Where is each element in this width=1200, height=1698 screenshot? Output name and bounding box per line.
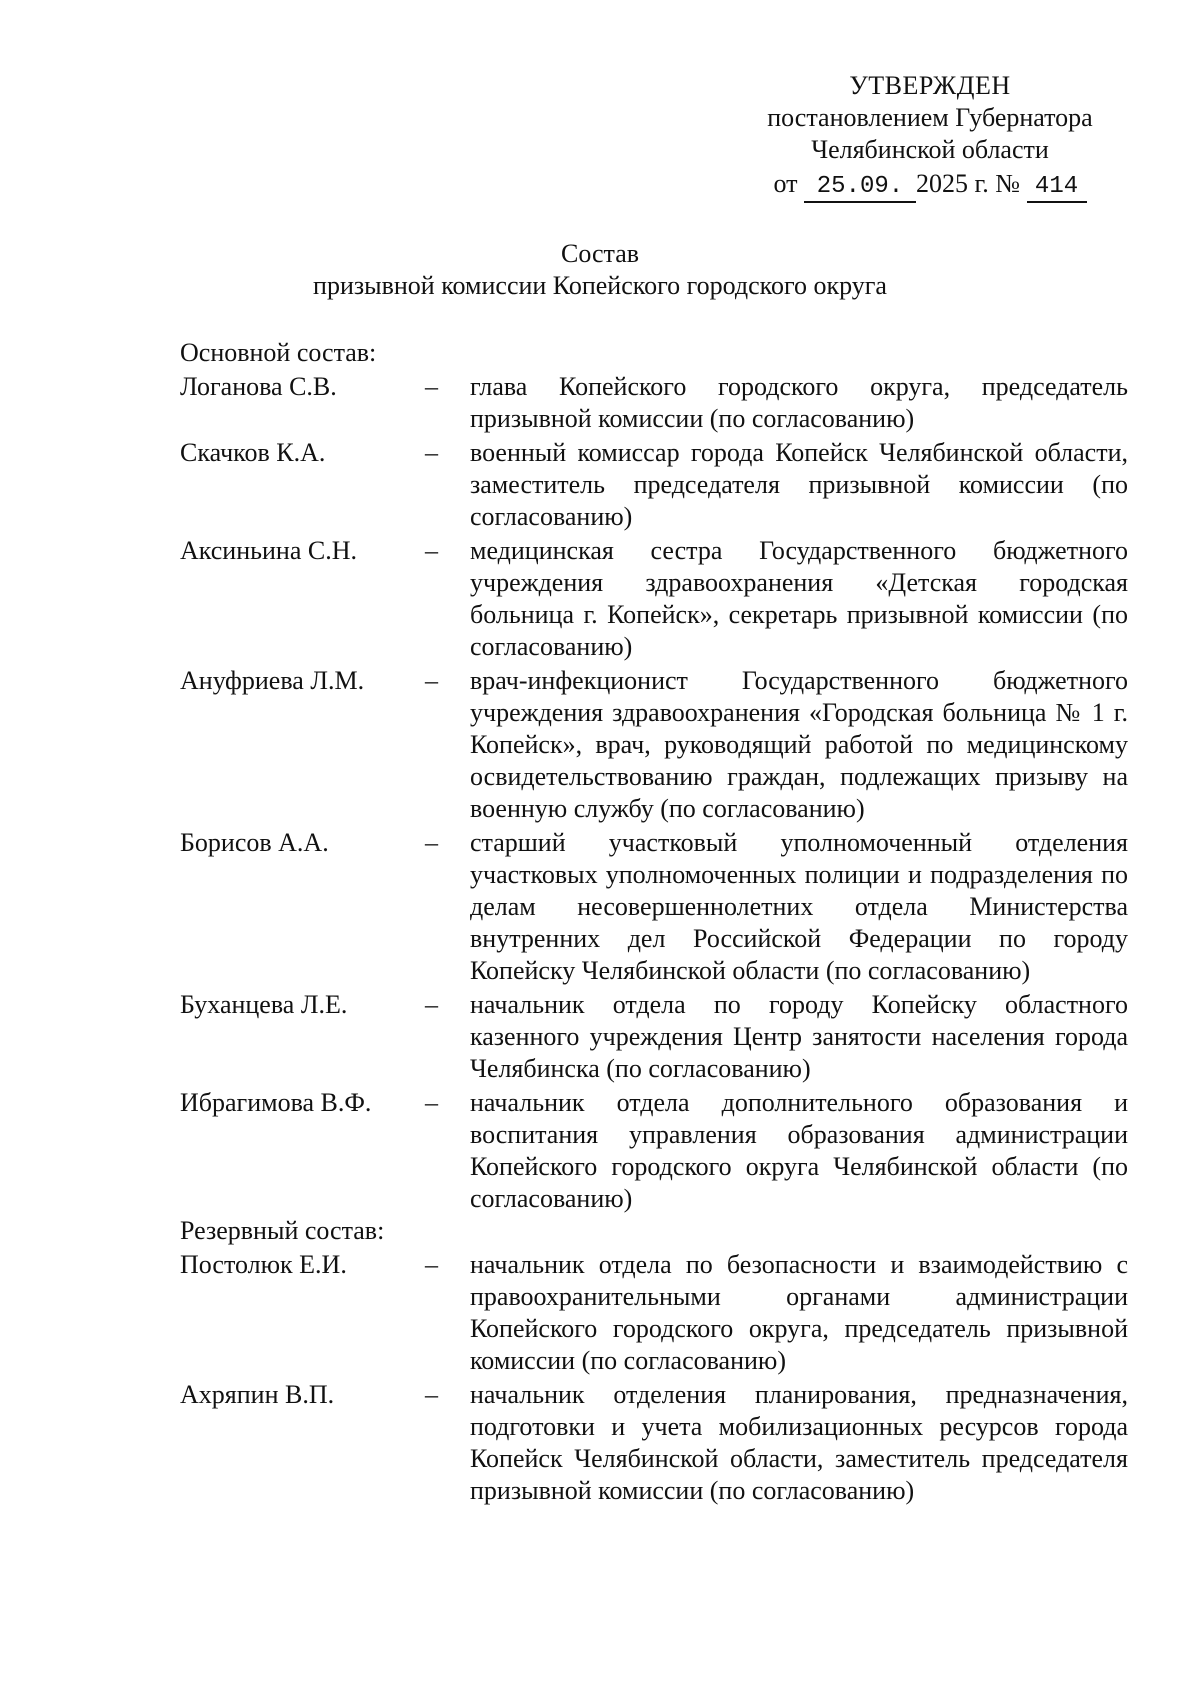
member-role: медицинская сестра Государственного бюджетного учреждения здравоохранения «Детская городская больница г. Копейск», секретарь призывной комиссии (по согласованию) [470, 536, 1128, 661]
heading-subtitle: призывной комиссии Копейского городского округа [313, 271, 887, 300]
member-name: Борисов А.А. [180, 828, 329, 857]
member-dash: – [425, 1380, 438, 1409]
member-name: Ануфриева Л.М. [180, 666, 365, 695]
number-label: № [995, 169, 1021, 198]
member-dash: – [425, 372, 438, 401]
member-name: Ахряпин В.П. [180, 1380, 335, 1409]
member-dash: – [425, 666, 438, 695]
member-dash: – [425, 1088, 438, 1117]
main-section-label: Основной состав: [180, 338, 377, 367]
heading-title: Состав [560, 239, 640, 268]
member-role: глава Копейского городского округа, председатель призывной комиссии (по согласованию) [470, 372, 1128, 433]
approval-date-line [740, 168, 1120, 203]
member-dash: – [425, 438, 438, 467]
member-row [180, 1379, 1130, 1507]
member-role: начальник отдела дополнительного образования и воспитания управления образования администрации Копейского городского округа Челябинской области (по согласованию) [470, 1088, 1128, 1213]
member-row [180, 665, 1130, 825]
member-row [180, 1249, 1130, 1377]
decree-date: 25.09. [804, 173, 916, 203]
approval-title: УТВЕРЖДЕН [849, 71, 1011, 100]
member-dash: – [425, 536, 438, 565]
approval-line-1: постановлением Губернатора [767, 103, 1093, 132]
member-name: Логанова С.В. [180, 372, 337, 401]
member-dash: – [425, 990, 438, 1019]
member-row [180, 989, 1130, 1085]
commission-members [180, 337, 1130, 1507]
member-row [180, 437, 1130, 533]
decree-year: 2025 г. [915, 169, 989, 198]
member-row [180, 1087, 1130, 1215]
member-role: старший участковый уполномоченный отделения участковых уполномоченных полиции и подразделения по делам несовершеннолетних отдела Министерства внутренних дел Российской Федерации по городу Копейску Челябинской области (по согласованию) [470, 828, 1128, 985]
member-name: Скачков К.А. [180, 438, 326, 467]
member-name: Постолюк Е.И. [180, 1250, 347, 1279]
member-name: Аксиньина С.Н. [180, 536, 357, 565]
member-row [180, 535, 1130, 663]
member-row [180, 371, 1130, 435]
reserve-section-label: Резервный состав: [180, 1216, 385, 1245]
member-role: военный комиссар города Копейск Челябинской области, заместитель председателя призывной комиссии (по согласованию) [470, 438, 1128, 531]
decree-number: 414 [1027, 173, 1087, 203]
document-heading [0, 238, 1200, 302]
member-row [180, 827, 1130, 987]
member-role: начальник отдела по безопасности и взаимодействию с правоохранительными органами администрации Копейского городского округа, председатель призывной комиссии (по согласованию) [470, 1250, 1128, 1375]
member-dash: – [425, 828, 438, 857]
approval-line-2: Челябинской области [811, 135, 1049, 164]
member-name: Ибрагимова В.Ф. [180, 1088, 372, 1117]
member-role: начальник отделения планирования, предназначения, подготовки и учета мобилизационных ресурсов города Копейск Челябинской области, заместитель председателя призывной комиссии (по согласованию) [470, 1380, 1128, 1505]
member-role: начальник отдела по городу Копейску областного казенного учреждения Центр занятости населения города Челябинска (по согласованию) [470, 990, 1128, 1083]
from-label: от [773, 169, 798, 198]
member-dash: – [425, 1250, 438, 1279]
approval-block [740, 70, 1120, 203]
member-name: Буханцева Л.Е. [180, 990, 348, 1019]
member-role: врач-инфекционист Государственного бюджетного учреждения здравоохранения «Городская больница № 1 г. Копейск», врач, руководящий работой по медицинскому освидетельствованию граждан, подлежащих призыву на военную службу (по согласованию) [470, 666, 1128, 823]
